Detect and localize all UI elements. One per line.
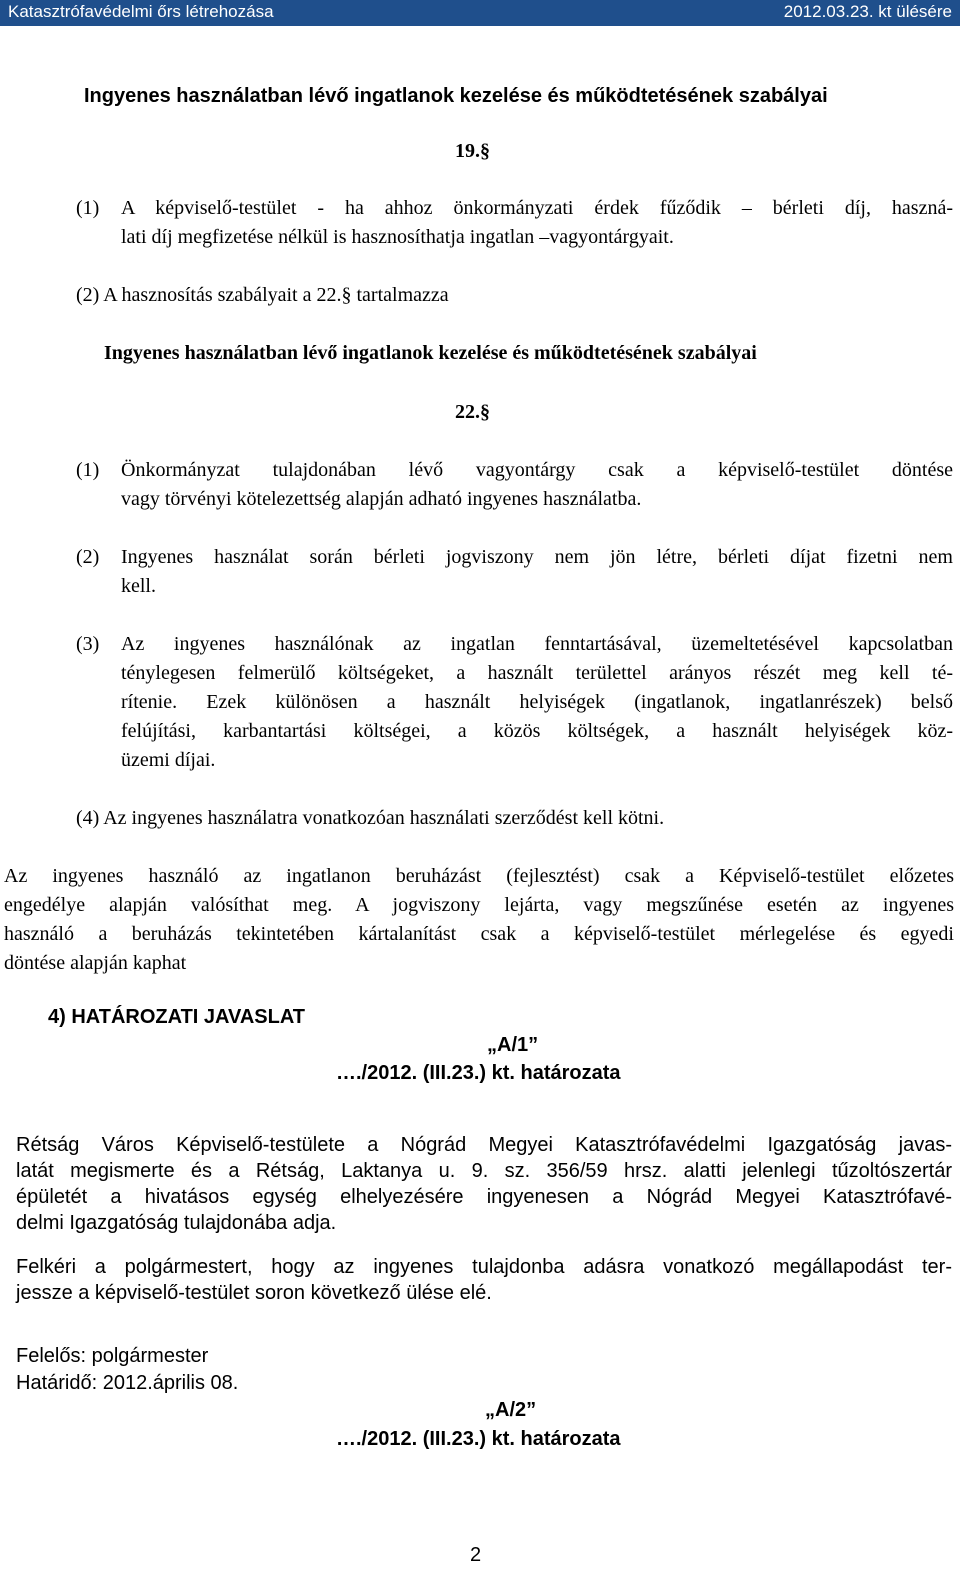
resolution-text-line1: Rétság Város Képviselő-testülete a Nógrád Megyei Katasztrófavédelmi Igazgatóság javas- — [16, 1134, 952, 1156]
p22-3-line1: Az ingyenes használónak az ingatlan fenntartásával, üzemeltetésével kapcsolatban — [121, 633, 953, 655]
resolution-a1-number: …./2012. (III.23.) kt. határozata — [336, 1062, 621, 1084]
p22-4: (4) Az ingyenes használatra vonatkozóan használati szerződést kell kötni. — [76, 807, 665, 829]
responsible-person: Felelős: polgármester — [16, 1345, 209, 1367]
p22-1-line2: vagy törvényi kötelezettség alapján adható ingyenes használatba. — [121, 488, 642, 510]
page-header — [0, 0, 960, 26]
p22-3-line2: ténylegesen felmerülő költségeket, a használt területtel arányos részét meg kell té- — [121, 662, 953, 684]
p19-1-number: (1) — [76, 197, 100, 219]
header-title: Katasztrófavédelmi őrs létrehozása — [8, 2, 274, 21]
resolution-text-line4: delmi Igazgatóság tulajdonába adja. — [16, 1212, 337, 1234]
page-number: 2 — [470, 1544, 482, 1566]
p22-2-line1: Ingyenes használat során bérleti jogviszony nem jön létre, bérleti díjat fizetni nem — [121, 546, 953, 568]
section-number-22: 22.§ — [455, 401, 490, 423]
deadline: Határidő: 2012.április 08. — [16, 1372, 239, 1394]
section-number-19: 19.§ — [455, 140, 490, 162]
p22-3-line4: felújítási, karbantartási költségei, a közös költségek, a használt helyiségek köz- — [121, 720, 953, 742]
p22-3-line5: üzemi díjai. — [121, 749, 216, 771]
section-title-1: Ingyenes használatban lévő ingatlanok kezelése és működtetésének szabályai — [84, 85, 828, 107]
paragraph-line3: használó a beruházás tekintetében kártalanítást csak a képviselő-testület mérlegelése és egyedi — [4, 923, 954, 945]
p22-3-line3: rítenie. Ezek különösen a használt helyiségek (ingatlanok, ingatlanrészek) belső — [121, 691, 953, 713]
header-date: 2012.03.23. kt ülésére — [783, 2, 952, 21]
p19-1-line2: lati díj megfizetése nélkül is hasznosíthatja ingatlan –vagyontárgyait. — [121, 226, 674, 248]
paragraph-line1: Az ingyenes használó az ingatlanon beruházást (fejlesztést) csak a Képviselő-testület előzetes — [4, 865, 954, 887]
request-text-line1: Felkéri a polgármestert, hogy az ingyenes tulajdonba adásra vonatkozó megállapodást ter- — [16, 1256, 952, 1278]
p22-2-line2: kell. — [121, 575, 156, 597]
p19-1-line1: A képviselő-testület - ha ahhoz önkormányzati érdek fűződik – bérleti díj, haszná- — [121, 197, 953, 219]
resolution-a1-label: „A/1” — [487, 1034, 539, 1056]
p22-3-number: (3) — [76, 633, 100, 655]
p22-1-number: (1) — [76, 459, 100, 481]
request-text-line2: jessze a képviselő-testület soron következő ülése elé. — [16, 1282, 492, 1304]
resolution-a2-label: „A/2” — [485, 1399, 537, 1421]
p19-2: (2) A hasznosítás szabályait a 22.§ tartalmazza — [76, 284, 449, 306]
paragraph-line4: döntése alapján kaphat — [4, 952, 187, 974]
section-title-2: Ingyenes használatban lévő ingatlanok kezelése és működtetésének szabályai — [104, 342, 757, 364]
p22-2-number: (2) — [76, 546, 100, 568]
p22-1-line1: Önkormányzat tulajdonában lévő vagyontárgy csak a képviselő-testület döntése — [121, 459, 953, 481]
resolution-text-line2: latát megismerte és a Rétság, Laktanya u. 9. sz. 356/59 hrsz. alatti jelenlegi tűzoltószertár — [16, 1160, 952, 1182]
resolution-proposal-title: 4) HATÁROZATI JAVASLAT — [48, 1006, 306, 1028]
paragraph-line2: engedélye alapján valósíthat meg. A jogviszony lejárta, vagy megszűnése esetén az ingyenes — [4, 894, 954, 916]
resolution-a2-number: …./2012. (III.23.) kt. határozata — [336, 1428, 621, 1450]
resolution-text-line3: épületét a hivatásos egység elhelyezésére ingyenesen a Nógrád Megyei Katasztrófavé- — [16, 1186, 952, 1208]
